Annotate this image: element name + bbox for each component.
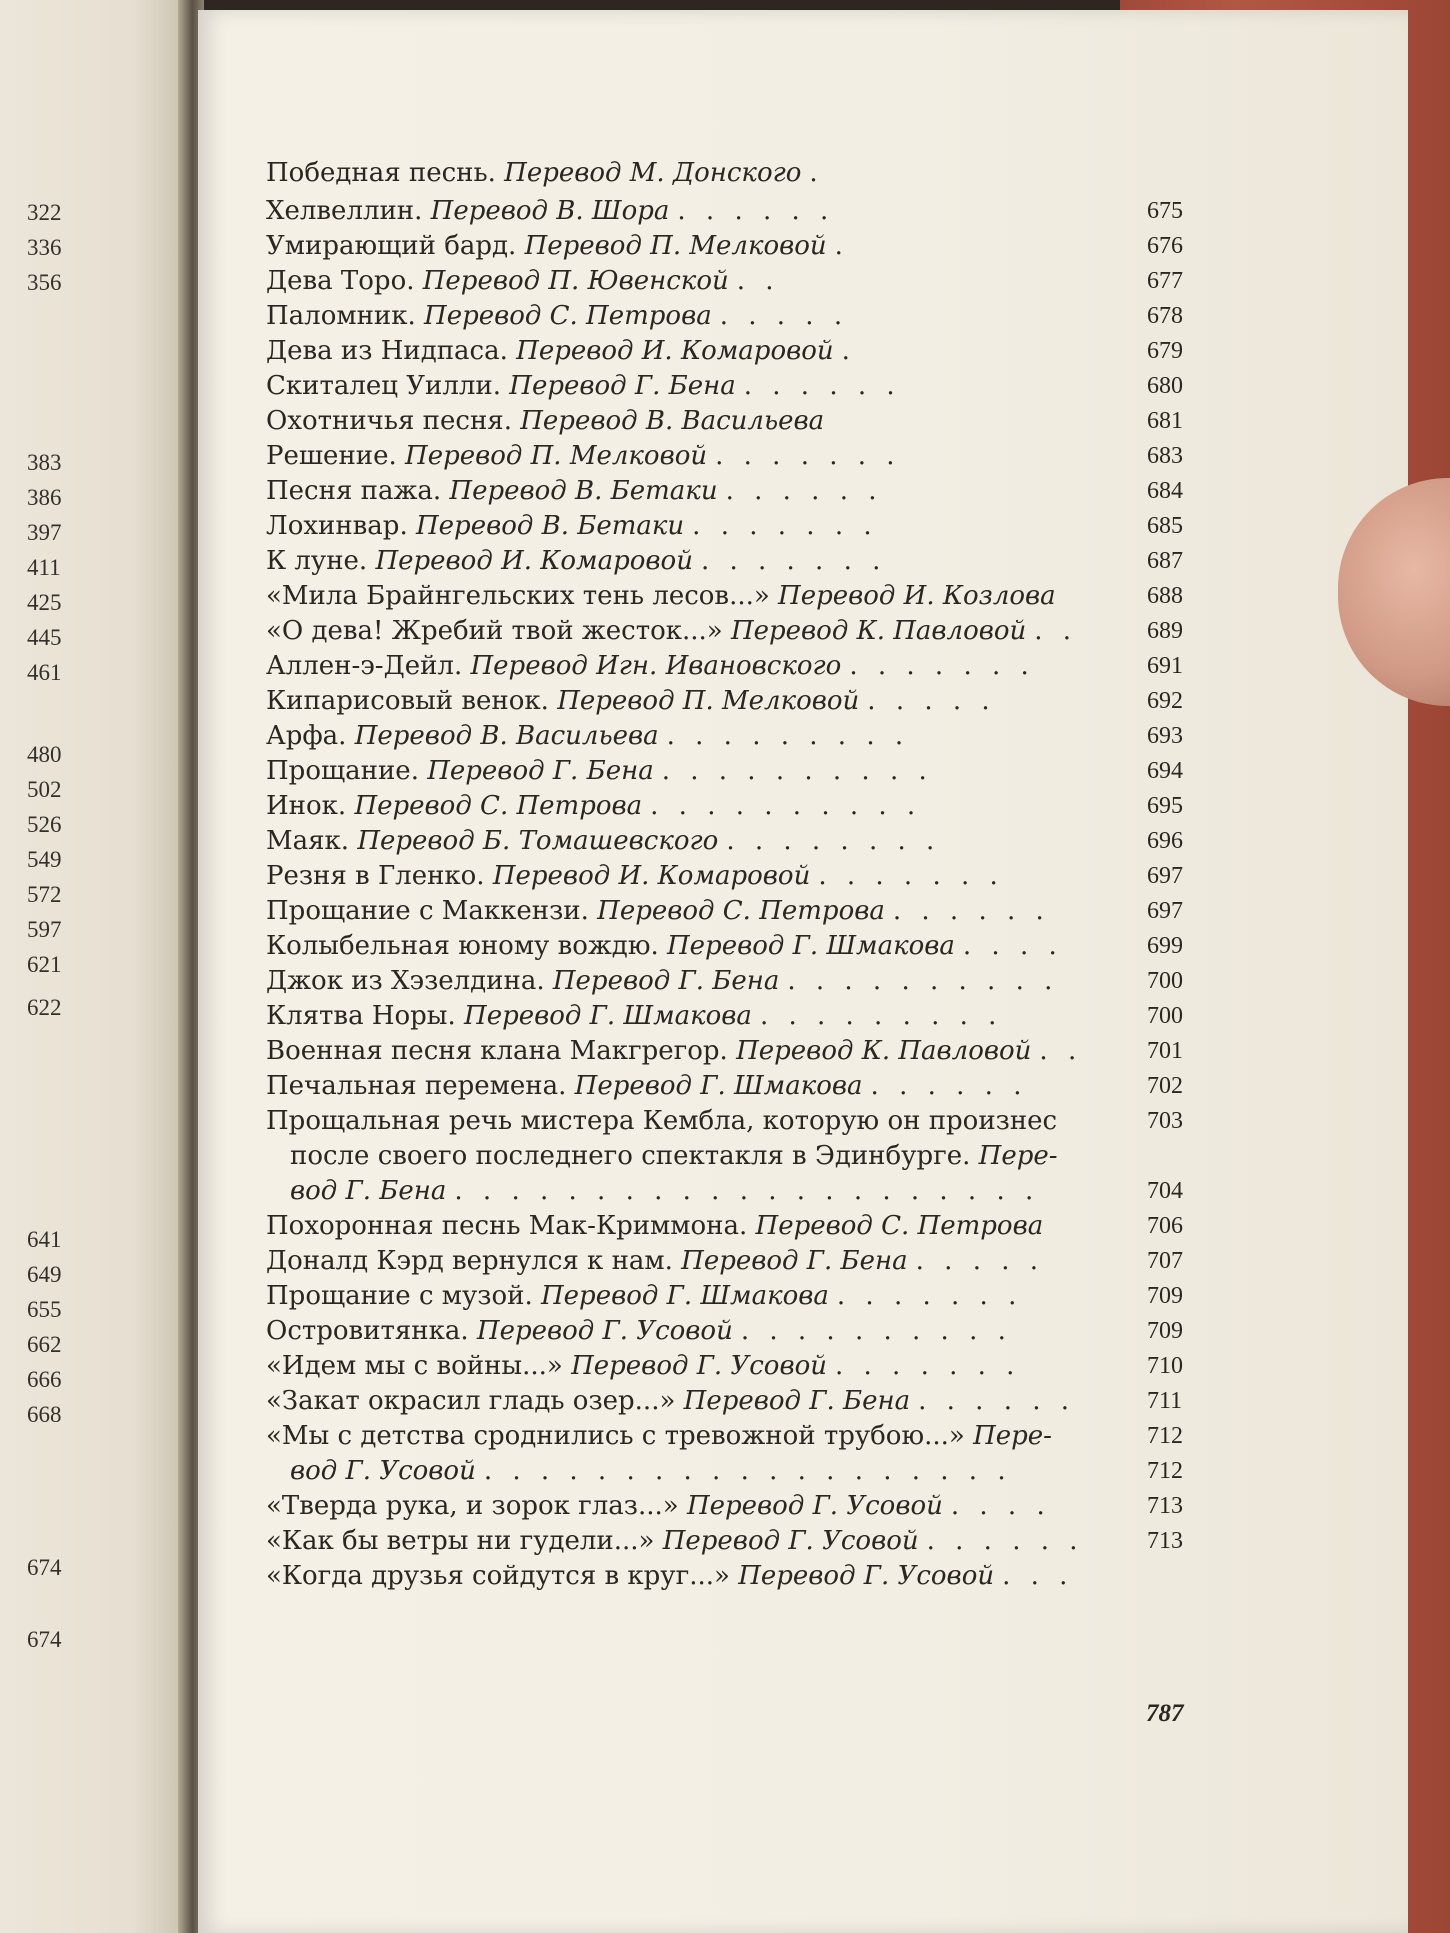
left-page-number: 597 [27,917,62,942]
toc-entry-text [266,823,940,859]
toc-entry [262,928,1192,964]
toc-entry-text [266,1033,1082,1069]
entry-title: Паломник. [266,301,416,331]
toc-entry-continuation [262,1138,1192,1174]
toc-entry-text [266,1208,1051,1244]
entry-page-number: 687 [1147,548,1183,574]
left-page-number: 386 [27,485,62,510]
toc-entry [262,1208,1192,1244]
entry-title: Арфа. [266,721,347,751]
entry-translator: Перевод Г. Бена [683,1386,911,1416]
toc-entry-text [266,753,933,789]
entry-dot-leader: . . [736,266,780,296]
entry-page-number: 691 [1147,653,1183,679]
left-page-number: 397 [27,520,62,545]
left-page-number: 480 [27,742,62,767]
left-page-number: 674 [27,1555,62,1580]
toc-entry-text [290,1453,1012,1489]
left-page-number: 425 [27,590,62,615]
entry-page-number: 704 [1147,1178,1183,1204]
entry-page-number: 702 [1147,1073,1183,1099]
entry-dot-leader: . . . . . . [870,1071,1028,1101]
entry-title: Прощание с Маккензи. [266,896,589,926]
toc-entry [262,1488,1192,1524]
entry-dot-leader: . . . . . . [743,371,901,401]
entry-title: Песня пажа. [266,476,442,506]
toc-entry [262,193,1192,229]
toc-entry-text [266,893,1050,929]
entry-dot-leader: . . . . . . . [849,651,1035,681]
entry-dot-leader: . . . . . . [926,1526,1084,1556]
toc-entry-text [266,508,878,544]
toc-entry-text [266,438,901,474]
entry-dot-leader: . [834,231,849,261]
entry-title: Лохинвар. [266,511,408,541]
toc-entry [262,823,1192,859]
entry-page-number: 694 [1147,758,1183,784]
entry-page-number: 679 [1147,338,1183,364]
entry-dot-leader: . . . . . . . . . . [740,1316,1012,1346]
toc-entry-text [266,263,780,299]
toc-entry [262,298,1192,334]
entry-translator: Перевод В. Васильева [520,406,825,436]
entry-translator: Перевод Г. Усовой [686,1491,943,1521]
toc-entry [262,1103,1192,1139]
entry-translator: Перевод В. Бетаки [415,511,685,541]
entry-page-number: 710 [1147,1353,1183,1379]
toc-entry-text [266,613,1077,649]
entry-dot-leader: . . [1034,616,1078,646]
entry-title: Джок из Хэзелдина. [266,966,545,996]
left-page-number: 526 [27,812,62,837]
entry-dot-leader: . . . . . . [677,196,835,226]
entry-translator: Перевод П. Ювенской [422,266,729,296]
entry-page-number: 707 [1147,1248,1183,1274]
toc-entry-text [266,718,909,754]
toc-entry [262,1558,1192,1594]
entry-page-number: 678 [1147,303,1183,329]
toc-entry [262,1243,1192,1279]
toc-entry-text [266,228,849,264]
entry-page-number: 676 [1147,233,1183,259]
toc-entry [262,963,1192,999]
entry-title: Решение. [266,441,397,471]
entry-title: «Мы с детства сроднились с тревожной трубою...» [266,1421,965,1451]
toc-entry-text [266,368,901,404]
toc-entry [262,403,1192,439]
toc-entry-text [266,1103,1065,1139]
toc-entry [262,333,1192,369]
entry-title: Колыбельная юному вождю. [266,931,659,961]
entry-translator: Перевод В. Бетаки [449,476,718,506]
entry-title: «Закат окрасил гладь озер...» [266,1386,676,1416]
entry-translator: Перевод П. Мелковой [557,686,860,716]
entry-dot-leader: . . . . . . [918,1386,1076,1416]
entry-title: Похоронная песнь Мак-Криммона. [266,1211,748,1241]
toc-entry-text [266,928,1063,964]
toc-entry [262,893,1192,929]
toc-entry-text [266,648,1035,684]
toc-entry-text [266,1418,1060,1454]
entry-dot-leader: . . . . . . . [700,546,887,576]
toc-entry-text [266,1558,1073,1594]
entry-translator: Перевод Г. Шмакова [666,931,955,961]
entry-title: Охотничья песня. [266,406,512,436]
toc-entry-continuation [262,1453,1192,1489]
toc-entry-continuation [262,1173,1192,1209]
left-page-number: 445 [27,625,62,650]
left-page-number: 655 [27,1297,62,1322]
toc-entry-text [266,473,883,509]
entry-translator: Пере- [973,1421,1052,1451]
entry-page-number: 693 [1147,723,1183,749]
left-page-number: 549 [27,847,62,872]
entry-translator: вод Г. Усовой [290,1456,476,1486]
left-page-number: 383 [27,450,62,475]
toc-entry [262,753,1192,789]
toc-entry-text [266,998,1002,1034]
toc-entry [262,858,1192,894]
toc-entry-text [266,155,824,191]
entry-page-number: 677 [1147,268,1183,294]
left-page-number: 662 [27,1332,62,1357]
entry-translator: Пере- [978,1141,1058,1171]
toc-entry-text [266,543,886,579]
entry-translator: Перевод П. Мелковой [524,231,827,261]
entry-translator: Перевод Г. Усовой [571,1351,827,1381]
toc-entry-text [266,1068,1027,1104]
entry-translator: Перевод С. Петрова [424,301,712,331]
entry-title: Скиталец Уилли. [266,371,501,401]
toc-entry-text [266,858,1004,894]
entry-page-number: 680 [1147,373,1183,399]
entry-title: Хелвеллин. [266,196,423,226]
left-page-number: 666 [27,1367,62,1392]
entry-title: Победная песнь. [266,158,496,188]
entry-dot-leader: . . . . . . . . . . . . . . . . . . . [483,1456,1012,1486]
entry-title: Кипарисовый венок. [266,686,549,716]
entry-translator: Перевод С. Петрова [597,896,885,926]
entry-dot-leader: . . . . . . . . . . [650,791,922,821]
entry-title: Аллен-э-Дейл. [266,651,463,681]
entry-page-number: 709 [1147,1283,1183,1309]
toc-entry [262,368,1192,404]
entry-translator: Перевод Б. Томашевского [357,826,719,856]
toc-entry-text [266,578,1064,614]
entry-page-number: 712 [1147,1458,1183,1484]
page-folio: 787 [1146,1700,1184,1727]
entry-dot-leader: . . . . . . [892,896,1050,926]
toc-entry [262,788,1192,824]
entry-translator: Перевод И. Комаровой [492,861,811,891]
entry-title: Умирающий бард. [266,231,517,261]
toc-entry-text [266,298,848,334]
entry-title: Клятва Норы. [266,1001,456,1031]
entry-dot-leader: . . . . . . . [835,1351,1021,1381]
entry-page-number: 700 [1147,968,1183,994]
toc-entry-text [266,1348,1020,1384]
entry-page-number: 685 [1147,513,1183,539]
entry-page-number: 700 [1147,1003,1183,1029]
left-page-number: 356 [27,270,62,295]
toc-entry-text [266,193,834,229]
left-page-number: 622 [27,995,62,1020]
toc-entry [262,998,1192,1034]
toc-entry-text [266,683,996,719]
left-page-number: 502 [27,777,62,802]
entry-translator: Перевод П. Мелковой [405,441,708,471]
entry-title: Дева из Нидпаса. [266,336,508,366]
entry-translator: Перевод Игн. Ивановского [470,651,842,681]
left-page-number: 322 [27,200,62,225]
entry-page-number: 683 [1147,443,1183,469]
entry-dot-leader: . . . . . . . [836,1281,1023,1311]
toc-entry [262,543,1192,579]
entry-title: Прощальная речь мистера Кембла, которую он произнес [266,1106,1058,1136]
table-of-contents [262,0,1192,1933]
entry-dot-leader: . . . . [962,931,1063,961]
entry-page-number: 697 [1147,898,1183,924]
entry-title: «Мила Брайнгельских тень лесов...» [266,581,770,611]
entry-page-number: 681 [1147,408,1183,434]
entry-translator: Перевод С. Петрова [755,1211,1044,1241]
entry-translator: Перевод И. Комаровой [375,546,693,576]
toc-entry-text [290,1173,1039,1209]
entry-translator: Перевод Г. Бена [552,966,780,996]
entry-translator: Перевод Г. Усовой [476,1316,733,1346]
entry-title: Дева Торо. [266,266,415,296]
entry-dot-leader: . . . . . [867,686,996,716]
toc-entry-text [266,333,856,369]
toc-entry [262,683,1192,719]
entry-page-number: 706 [1147,1213,1183,1239]
entry-page-number: 709 [1147,1318,1183,1344]
entry-title: Печальная перемена. [266,1071,567,1101]
entry-dot-leader: . [841,336,856,366]
toc-entry [262,438,1192,474]
toc-entry [262,473,1192,509]
toc-entry [262,1383,1192,1419]
toc-entry [262,155,1192,191]
toc-entry [262,1278,1192,1314]
entry-translator: Перевод Г. Шмакова [574,1071,863,1101]
toc-entry-text [266,1243,1044,1279]
left-page-number: 461 [27,660,62,685]
toc-entry [262,1313,1192,1349]
entry-page-number: 675 [1147,198,1183,224]
entry-dot-leader: . . . . . . . . [726,826,941,856]
entry-page-number: 696 [1147,828,1183,854]
entry-dot-leader: . [809,158,824,188]
entry-translator: Перевод М. Донского [504,158,802,188]
left-page-number: 649 [27,1262,62,1287]
entry-page-number: 703 [1147,1108,1183,1134]
entry-translator: Перевод Г. Усовой [738,1561,995,1591]
entry-title: «Тверда рука, и зорок глаз...» [266,1491,679,1521]
entry-title: Военная песня клана Макгрегор. [266,1036,728,1066]
toc-entry-text [266,1383,1075,1419]
toc-entry [262,1068,1192,1104]
toc-entry-text [266,1313,1012,1349]
toc-entry-text [266,1278,1022,1314]
entry-page-number: 699 [1147,933,1183,959]
entry-dot-leader: . . . . . . . [715,441,901,471]
entry-page-number: 701 [1147,1038,1183,1064]
entry-page-number: 713 [1147,1493,1183,1519]
entry-title: «О дева! Жребий твой жесток...» [266,616,723,646]
left-page-number: 641 [27,1227,62,1252]
entry-page-number: 711 [1147,1388,1183,1414]
entry-dot-leader: . . [1039,1036,1083,1066]
entry-title: Инок. [266,791,347,821]
entry-page-number: 713 [1147,1528,1183,1554]
left-page-number: 674 [27,1627,62,1652]
entry-dot-leader: . . . . . [719,301,849,331]
entry-page-number: 689 [1147,618,1183,644]
entry-translator: Перевод Г. Усовой [662,1526,919,1556]
entry-title: «Когда друзья сойдутся в круг...» [266,1561,730,1591]
entry-translator: Перевод Г. Шмакова [541,1281,829,1311]
entry-title: Резня в Гленко. [266,861,485,891]
entry-translator: Перевод В. Шора [430,196,670,226]
entry-translator: Перевод К. Павловой [730,616,1027,646]
entry-title: Маяк. [266,826,350,856]
entry-dot-leader: . . . . . [915,1246,1045,1276]
toc-entry [262,508,1192,544]
entry-translator: вод Г. Бена [290,1176,447,1206]
toc-entry [262,1033,1192,1069]
left-page-number: 621 [27,952,62,977]
toc-entry [262,578,1192,614]
toc-entry [262,1418,1192,1454]
entry-dot-leader: . . . . . . [725,476,883,506]
entry-dot-leader: . . . [1002,1561,1074,1591]
toc-entry [262,613,1192,649]
entry-title: Доналд Кэрд вернулся к нам. [266,1246,673,1276]
entry-translator: Перевод И. Козлова [778,581,1056,611]
entry-page-number: 688 [1147,583,1183,609]
toc-entry-text [266,1523,1084,1559]
toc-entry-text [266,963,1058,999]
left-page-number: 336 [27,235,62,260]
entry-translator: Перевод В. Васильева [354,721,659,751]
toc-entry-text [266,403,832,439]
entry-title: Прощание с музой. [266,1281,533,1311]
toc-entry [262,1348,1192,1384]
entry-translator: Перевод С. Петрова [354,791,643,821]
entry-dot-leader: . . . . . . . [692,511,878,541]
entry-translator: Перевод Г. Бена [427,756,654,786]
entry-translator: Перевод И. Комаровой [516,336,834,366]
entry-title: К луне. [266,546,368,576]
entry-dot-leader: . . . . . . . . . . [661,756,933,786]
entry-translator: Перевод Г. Бена [681,1246,908,1276]
entry-dot-leader: . . . . [950,1491,1051,1521]
entry-title: Островитянка. [266,1316,469,1346]
entry-page-number: 712 [1147,1423,1183,1449]
entry-page-number: 695 [1147,793,1183,819]
toc-entry [262,718,1192,754]
left-page-number: 668 [27,1402,62,1427]
entry-title: «Идем мы с войны...» [266,1351,563,1381]
entry-page-number: 692 [1147,688,1183,714]
entry-title: «Как бы ветры ни гудели...» [266,1526,655,1556]
toc-entry-text [266,788,921,824]
toc-entry [262,1523,1192,1559]
toc-entry [262,263,1192,299]
entry-title: после своего последнего спектакля в Эдинбурге. [290,1141,971,1171]
toc-entry [262,648,1192,684]
entry-title: Прощание. [266,756,419,786]
left-page-number: 411 [27,555,61,580]
entry-translator: Перевод Г. Бена [509,371,736,401]
left-page-numbers [0,0,100,1933]
entry-page-number: 684 [1147,478,1183,504]
left-page-number: 572 [27,882,62,907]
entry-dot-leader: . . . . . . . . . . . . . . . . . . . . . [454,1176,1040,1206]
toc-entry [262,228,1192,264]
entry-dot-leader: . . . . . . . . . [759,1001,1003,1031]
entry-dot-leader: . . . . . . . . . . [787,966,1059,996]
toc-entry-text [266,1488,1051,1524]
entry-dot-leader: . . . . . . . . . [666,721,910,751]
entry-dot-leader: . . . . . . . [818,861,1004,891]
entry-translator: Перевод К. Павловой [736,1036,1032,1066]
toc-entry-text [290,1138,1066,1174]
entry-translator: Перевод Г. Шмакова [464,1001,752,1031]
entry-page-number: 697 [1147,863,1183,889]
